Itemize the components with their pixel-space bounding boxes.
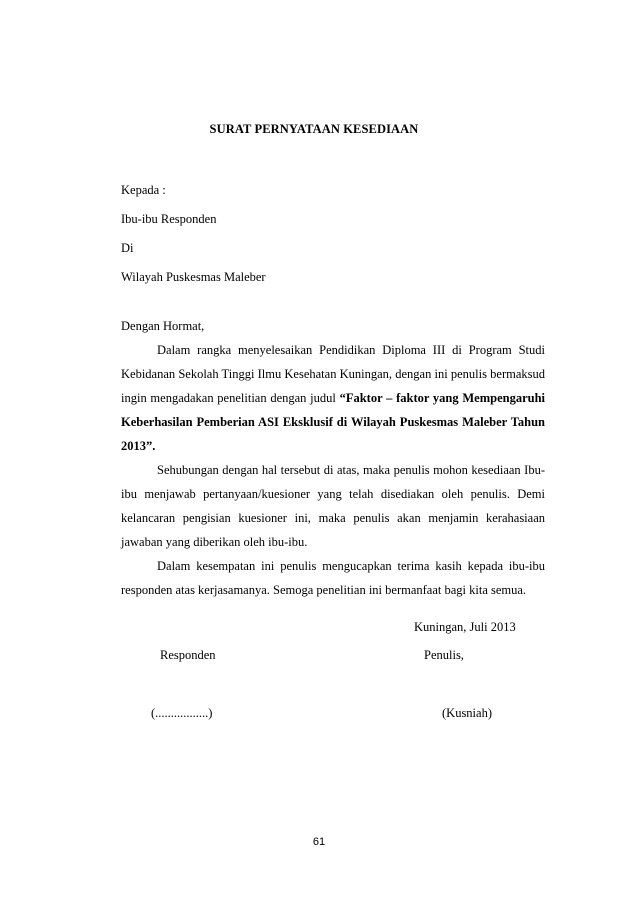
paragraph-1-text: Dalam rangka menyelesaikan Pendidikan Diploma III di Program Studi Kebidanan Sekolah Tinggi Ilmu Kesehatan Kuningan, dengan ini penulis bermaksud ingin mengadakan penelitian dengan judul [121, 343, 545, 405]
letter-body [121, 338, 545, 602]
place-date: Kuningan, Juli 2013 [414, 620, 516, 634]
address-location: Wilayah Puskesmas Maleber [121, 270, 266, 284]
address-to: Kepada : [121, 183, 166, 197]
author-signature: (Kusniah) [442, 706, 492, 720]
greeting: Dengan Hormat, [121, 319, 205, 333]
document-title-text: SURAT PERNYATAAN KESEDIAAN [209, 122, 419, 136]
author-label: Penulis, [424, 648, 464, 662]
paragraph-3: Dalam kesempatan ini penulis mengucapkan terima kasih kepada ibu-ibu responden atas kerjasamanya. Semoga penelitian ini bermanfaat bagi kita semua. [121, 559, 545, 597]
address-recipient: Ibu-ibu Responden [121, 212, 217, 226]
document-title [0, 122, 638, 137]
paragraph-2: Sehubungan dengan hal tersebut di atas, maka penulis mohon kesediaan Ibu-ibu menjawab pertanyaan/kuesioner yang telah disediakan oleh penulis. Demi kelancaran pengisian kuesioner ini, maka penulis akan menjamin kerahasiaan jawaban yang diberikan oleh ibu-ibu. [121, 463, 545, 549]
address-at: Di [121, 241, 134, 255]
respondent-label: Responden [160, 648, 216, 662]
research-title: “Faktor – faktor yang Mempengaruhi Keberhasilan Pemberian ASI Eksklusif di Wilayah Puskesmas Maleber Tahun 2013”. [121, 391, 545, 453]
paragraph-1 [121, 338, 545, 458]
page-number: 61 [312, 836, 326, 848]
respondent-signature: (.................) [151, 706, 213, 720]
